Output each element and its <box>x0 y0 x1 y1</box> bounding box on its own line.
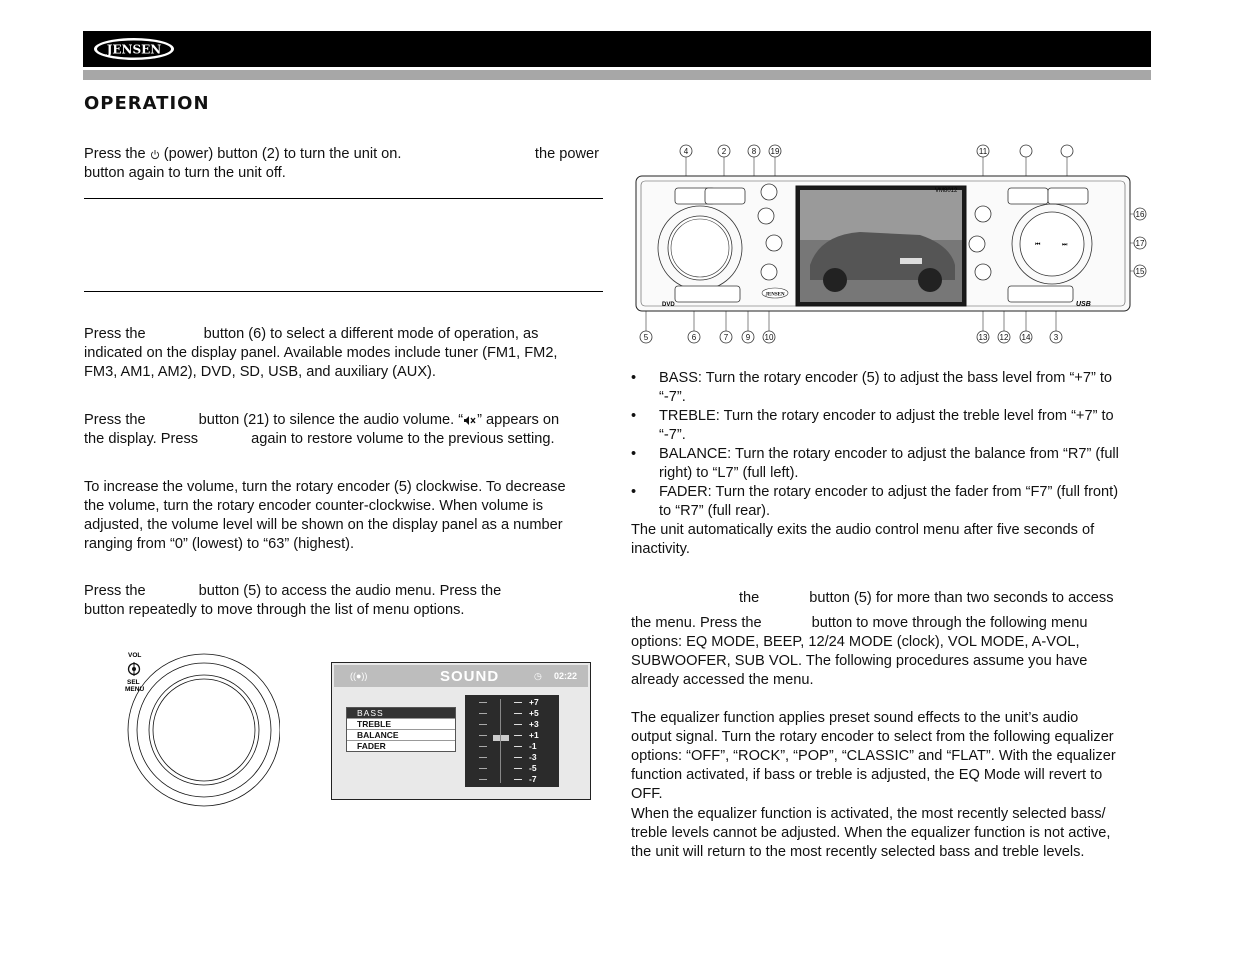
eq-text-l1: The equalizer function applies preset sound effects to the unit’s audio <box>631 710 1079 726</box>
model-label: VM8012 <box>935 188 958 194</box>
mute-paragraph <box>84 411 604 449</box>
jensen-logo <box>92 36 176 62</box>
eq-note-l3: the unit will return to the most recently selected bass and treble levels. <box>631 844 1085 860</box>
callout-12: 12 <box>999 333 1009 342</box>
mute-text-c: ” appears on <box>477 412 560 428</box>
power-icon <box>150 149 160 160</box>
callout-2: 2 <box>721 147 727 156</box>
usb-badge: USB <box>1076 301 1091 308</box>
menu-item-balance: BALANCE <box>347 730 455 741</box>
mute-text-b: button (21) to silence the audio volume. “ <box>198 412 464 428</box>
mute-text-e: again to restore volume to the previous setting. <box>251 431 555 447</box>
rule-bottom <box>84 291 603 292</box>
system-text-l3: options: EQ MODE, BEEP, 12/24 MODE (clock), VOL MODE, A-VOL, <box>631 634 1080 650</box>
power-paragraph <box>84 145 604 183</box>
system-text-b: button (5) for more than two seconds to access <box>809 590 1114 606</box>
eq-value: -3 <box>529 752 537 762</box>
sound-menu-time: 02:22 <box>554 671 578 681</box>
volume-text-l4: ranging from “0” (lowest) to “63” (highest). <box>84 536 355 552</box>
mode-text-l2: indicated on the display panel. Available modes include tuner (FM1, FM2, <box>84 345 558 361</box>
eq-value: +5 <box>529 708 539 718</box>
power-text-b: (power) button (2) to turn the unit on. <box>163 146 402 162</box>
volume-text-l2: the volume, turn the rotary encoder counter-clockwise. When volume is <box>84 498 544 514</box>
mute-text-a: Press the <box>84 412 146 428</box>
callout-19: 19 <box>770 147 780 156</box>
knob-vol-label: VOL <box>128 652 142 659</box>
mute-text-d: the display. Press <box>84 431 199 447</box>
auto-exit-paragraph <box>631 521 1151 559</box>
system-text-a: the <box>739 590 760 606</box>
mode-text-l3: FM3, AM1, AM2), DVD, SD, USB, and auxiliary (AUX). <box>84 364 436 380</box>
callout-16: 16 <box>1135 210 1145 219</box>
callout-4: 4 <box>683 147 689 156</box>
audio-paragraph <box>84 582 604 620</box>
callout-9: 9 <box>745 333 751 342</box>
eq-value: +1 <box>529 730 539 740</box>
rule-top <box>84 198 603 199</box>
sound-menu-header <box>334 665 588 687</box>
volume-paragraph <box>84 478 604 554</box>
callout-14: 14 <box>1021 333 1031 342</box>
auto-exit-l2: inactivity. <box>631 541 690 557</box>
eq-note-paragraph <box>631 805 1151 862</box>
callout-8: 8 <box>751 147 757 156</box>
callout-5: 5 <box>643 333 649 342</box>
volume-text-l1: To increase the volume, turn the rotary encoder (5) clockwise. To decrease <box>84 479 566 495</box>
sound-menu-title: SOUND <box>440 668 500 685</box>
callout-11: 11 <box>978 147 988 156</box>
eq-slider-thumb <box>493 735 509 741</box>
callout-6: 6 <box>691 333 697 342</box>
callout-3: 3 <box>1053 333 1059 342</box>
menu-item-bass: BASS <box>347 708 455 719</box>
system-menu-paragraph <box>631 589 1151 690</box>
knob-menu-label: MENU <box>125 686 145 693</box>
auto-exit-l1: The unit automatically exits the audio control menu after five seconds of <box>631 522 1095 538</box>
mode-text-a: Press the <box>84 326 146 342</box>
dvd-badge: DVD <box>662 302 675 308</box>
eq-note-l2: treble levels cannot be adjusted. When the equalizer function is not active, <box>631 825 1111 841</box>
mode-paragraph <box>84 325 604 382</box>
system-text-l5: already accessed the menu. <box>631 672 814 688</box>
eq-slider-track <box>500 699 501 783</box>
header-bar <box>83 31 1151 67</box>
bullet-treble: • TREBLE: Turn the rotary encoder to adjust the treble level from “+7” to “-7”. <box>631 408 1114 443</box>
sound-menu-screen <box>331 662 591 800</box>
eq-note-l1: When the equalizer function is activated, the most recently selected bass/ <box>631 806 1106 822</box>
power-text-c: the power <box>534 146 599 162</box>
logo-text: JENSEN <box>106 42 162 57</box>
audio-menu-bullets <box>631 369 1151 521</box>
device-brand: JENSEN <box>765 292 785 298</box>
bullet-fader: • FADER: Turn the rotary encoder to adjust the fader from “F7” (full front) to “R7” (full rear). <box>631 484 1119 519</box>
audio-text-b: button (5) to access the audio menu. Press the <box>198 583 502 599</box>
speaker-icon: ((●)) <box>350 671 368 681</box>
bullet-balance: • BALANCE: Turn the rotary encoder to adjust the balance from “R7” (full right) to “L7” (full left). <box>631 446 1119 481</box>
eq-paragraph <box>631 709 1151 804</box>
eq-text-l3: options: “OFF”, “ROCK”, “POP”, “CLASSIC” and “FLAT”. With the equalizer <box>631 748 1116 764</box>
callout-10: 10 <box>764 333 774 342</box>
next-track-icon: ⏭ <box>1062 241 1068 248</box>
menu-item-treble: TREBLE <box>347 719 455 730</box>
eq-text-l5: OFF. <box>631 786 663 802</box>
prev-track-icon: ⏮ <box>1035 241 1041 248</box>
power-text-a: Press the <box>84 146 146 162</box>
header-underline <box>83 70 1151 80</box>
eq-text-l4: function activated, if bass or treble is adjusted, the EQ Mode will revert to <box>631 767 1103 783</box>
rotary-knob-illustration <box>120 648 280 810</box>
section-title: OPERATION <box>84 93 210 114</box>
system-text-d: button to move through the following menu <box>811 615 1088 631</box>
callout-13: 13 <box>978 333 988 342</box>
eq-value: -5 <box>529 763 537 773</box>
audio-text-l2: button repeatedly to move through the list of menu options. <box>84 602 465 618</box>
eq-text-l2: output signal. Turn the rotary encoder to select from the following equalizer <box>631 729 1114 745</box>
system-text-l4: SUBWOOFER, SUB VOL. The following procedures assume you have <box>631 653 1088 669</box>
callout-7: 7 <box>723 333 729 342</box>
clock-icon: ◷ <box>534 671 542 681</box>
knob-sel-label: SEL <box>127 679 140 686</box>
mute-icon <box>463 415 477 426</box>
eq-scale <box>465 695 559 787</box>
power-text-line2: button again to turn the unit off. <box>84 165 286 181</box>
eq-value: -7 <box>529 774 537 784</box>
eq-value: +7 <box>529 697 539 707</box>
menu-item-fader: FADER <box>357 741 386 751</box>
callout-17: 17 <box>1135 239 1145 248</box>
audio-text-a: Press the <box>84 583 146 599</box>
callout-15: 15 <box>1135 267 1145 276</box>
eq-value: +3 <box>529 719 539 729</box>
head-unit-diagram <box>630 140 1150 350</box>
bullet-bass: • BASS: Turn the rotary encoder (5) to adjust the bass level from “+7” to “-7”. <box>631 370 1113 405</box>
volume-text-l3: adjusted, the volume level will be shown on the display panel as a number <box>84 517 563 533</box>
mode-text-b: button (6) to select a different mode of operation, as <box>203 326 539 342</box>
eq-value: -1 <box>529 741 537 751</box>
sound-menu-list <box>346 707 456 752</box>
system-text-c: the menu. Press the <box>631 615 762 631</box>
